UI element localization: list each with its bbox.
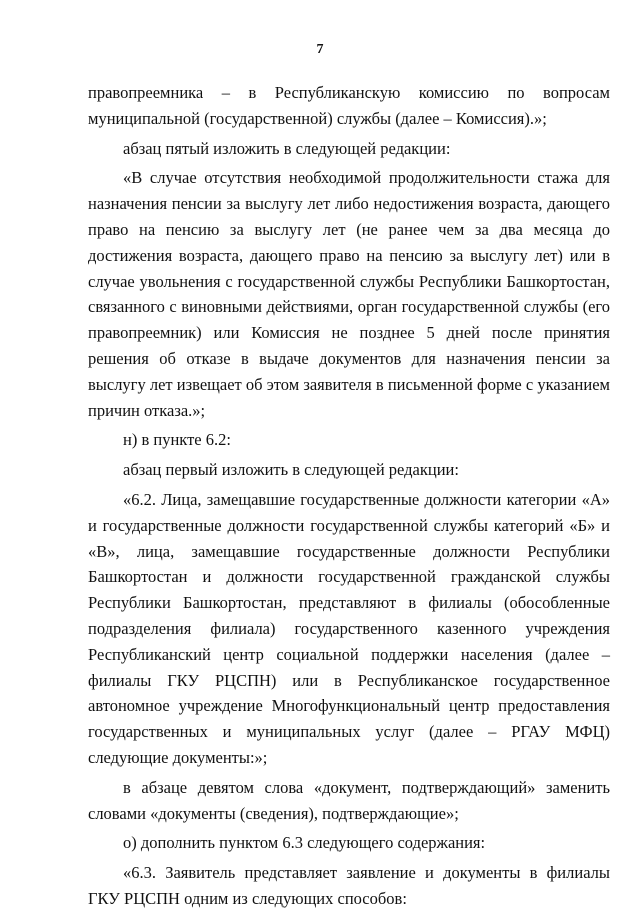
document-body — [88, 80, 610, 912]
paragraph: абзац первый изложить в следующей редакции: — [123, 460, 459, 480]
paragraph: о) дополнить пунктом 6.3 следующего содержания: — [123, 833, 486, 853]
paragraph: «6.2. Лица, замещавшие государственные должности категории «А» и государственные должности государственной службы категорий «Б» и «В», лица, замещавшие государственные должности Республики Башкортостан и должности государственной гражданской службы Республики Башкортостан, представляют в филиалы (обособленные подразделения филиала) государственного казенного учреждения Республиканский центр социальной поддержки населения (далее – филиалы ГКУ РЦСПН) или в Республиканское государственное автономное учреждение Многофункциональный центр предоставления государственных и муниципальных услуг (далее – РГАУ МФЦ) следующие документы:»; — [88, 489, 610, 767]
paragraph: н) в пункте 6.2: — [123, 430, 231, 450]
paragraph: «В случае отсутствия необходимой продолжительности стажа для назначения пенсии за выслугу лет либо недостижения возраста, дающего право на пенсию за выслугу лет (не ранее чем за два месяца до достижения возраста, дающего право на пенсию за выслугу лет) или в случае увольнения с государственной службы Республики Башкортостан, связанного с виновными действиями, орган государственной службы (его правопреемник) или Комиссия не позднее 5 дней после принятия решения об отказе в выдаче документов для назначения пенсии за выслугу лет извещает об этом заявителя в письменной форме с указанием причин отказа.»; — [88, 168, 610, 420]
paragraph: правопреемника – в Республиканскую комиссию по вопросам муниципальной (государственной) службы (далее – Комиссия).»; — [88, 83, 610, 128]
paragraph: абзац пятый изложить в следующей редакции: — [123, 138, 451, 158]
paragraph: «6.3. Заявитель представляет заявление и документы в филиалы ГКУ РЦСПН одним из следующих способов: — [88, 863, 610, 908]
page-number: 7 — [316, 42, 324, 57]
paragraph: в абзаце девятом слова «документ, подтверждающий» заменить словами «документы (сведения), подтверждающие»; — [88, 777, 610, 823]
